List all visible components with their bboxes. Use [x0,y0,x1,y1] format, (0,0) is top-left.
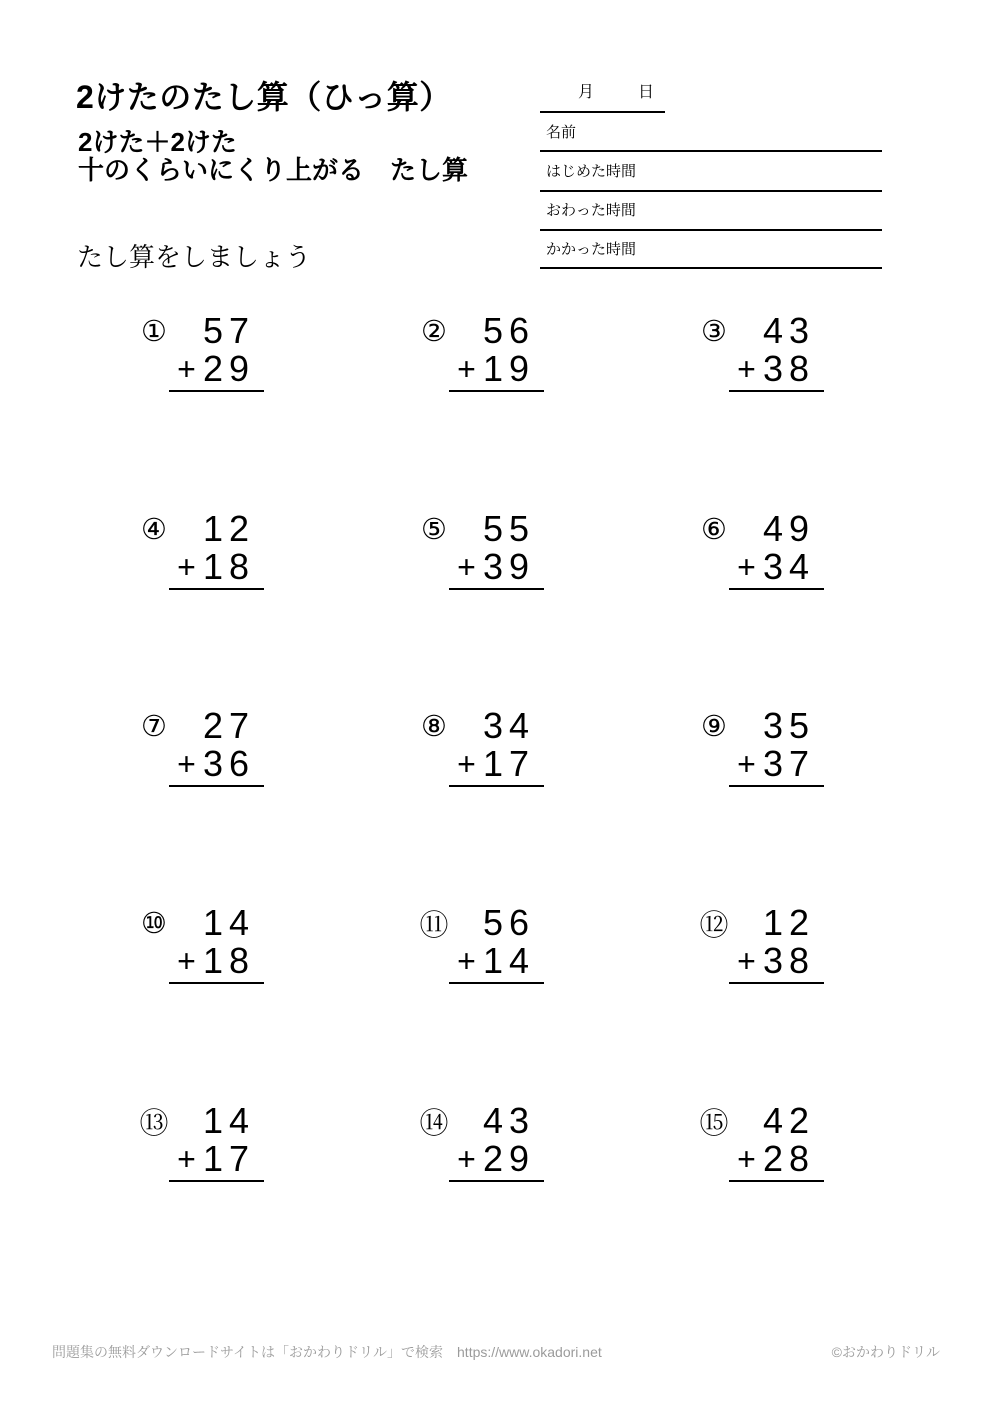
plus-operator: + [177,350,196,387]
page-subtitle-digits: 2けた＋2けた [78,127,237,157]
problem-number: ⑬ [139,1107,169,1140]
digit: 7 [228,1138,250,1179]
answer-line [449,785,544,787]
date-field-underline [540,111,665,113]
plus-operator: + [737,350,756,387]
digit: 3 [762,705,784,746]
problem-number: ⑫ [699,909,729,942]
digit: 5 [482,508,504,549]
digit: 3 [762,348,784,389]
answer-line [169,982,264,984]
plus-operator: + [457,1140,476,1177]
digit: 4 [788,546,810,587]
digit: 3 [762,546,784,587]
digit: 1 [202,508,224,549]
answer-line [169,390,264,392]
digit: 4 [482,1100,504,1141]
instruction-text: たし算をしましょう [77,242,312,272]
digit: 9 [508,1138,530,1179]
problem-number: ⑭ [419,1107,449,1140]
problem-8 [421,705,552,791]
digit: 2 [202,348,224,389]
plus-operator: + [457,942,476,979]
digit: 1 [202,1100,224,1141]
answer-line [169,588,264,590]
problem-14 [419,1100,552,1186]
problem-2 [421,310,552,396]
digit: 1 [202,902,224,943]
problem-number: ⑦ [141,710,167,743]
digit: 1 [482,743,504,784]
problem-5 [421,508,552,594]
digit: 1 [762,902,784,943]
problem-13 [139,1100,272,1186]
digit: 2 [788,902,810,943]
digit: 7 [228,310,250,351]
digit: 7 [788,743,810,784]
digit: 8 [228,940,250,981]
start-time-field-underline [540,190,882,192]
digit: 3 [762,743,784,784]
digit: 5 [202,310,224,351]
problem-number: ⑪ [419,909,449,942]
footer-site-info: 問題集の無料ダウンロードサイトは「おかわりドリル」で検索 https://www.okadori.net [52,1344,602,1360]
plus-operator: + [737,745,756,782]
digit: 8 [788,940,810,981]
digit: 1 [202,940,224,981]
problem-number: ⑨ [701,710,727,743]
digit: 8 [788,348,810,389]
problem-9 [701,705,832,791]
problem-number: ③ [701,315,727,348]
digit: 8 [228,546,250,587]
answer-line [449,390,544,392]
digit: 1 [482,940,504,981]
problem-number: ⑩ [141,907,167,940]
problem-10 [141,902,272,988]
digit: 4 [762,310,784,351]
answer-line [729,390,824,392]
digit: 6 [508,310,530,351]
plus-operator: + [177,745,196,782]
digit: 2 [228,508,250,549]
problem-3 [701,310,832,396]
answer-line [449,982,544,984]
problem-number: ① [141,315,167,348]
problem-number: ⑮ [699,1107,729,1140]
plus-operator: + [457,350,476,387]
plus-operator: + [177,1140,196,1177]
problem-6 [701,508,832,594]
page-subtitle-carry: 十のくらいにくり上がる たし算 [78,155,469,185]
digit: 2 [482,1138,504,1179]
problem-1 [141,310,272,396]
start-time-label: はじめた時間 [546,163,637,180]
name-field-underline [540,150,882,152]
digit: 3 [788,310,810,351]
digit: 8 [788,1138,810,1179]
digit: 6 [508,902,530,943]
problem-number: ② [421,315,447,348]
answer-line [729,1180,824,1182]
answer-line [169,1180,264,1182]
digit: 4 [228,902,250,943]
answer-line [729,982,824,984]
plus-operator: + [457,548,476,585]
digit: 9 [228,348,250,389]
month-label: 月 [578,84,595,101]
problem-number: ⑧ [421,710,447,743]
digit: 2 [202,705,224,746]
day-label: 日 [638,84,655,101]
problem-number: ⑥ [701,513,727,546]
digit: 3 [482,546,504,587]
plus-operator: + [737,1140,756,1177]
answer-line [169,785,264,787]
problem-7 [141,705,272,791]
digit: 3 [202,743,224,784]
digit: 5 [482,310,504,351]
digit: 2 [762,1138,784,1179]
digit: 9 [508,348,530,389]
digit: 5 [788,705,810,746]
plus-operator: + [177,548,196,585]
problem-12 [699,902,832,988]
digit: 5 [508,508,530,549]
problem-11 [419,902,552,988]
digit: 6 [228,743,250,784]
digit: 2 [788,1100,810,1141]
digit: 4 [508,705,530,746]
plus-operator: + [457,745,476,782]
digit: 3 [482,705,504,746]
digit: 4 [762,1100,784,1141]
plus-operator: + [177,942,196,979]
plus-operator: + [737,548,756,585]
elapsed-time-label: かかった時間 [546,241,637,258]
digit: 7 [508,743,530,784]
digit: 3 [508,1100,530,1141]
digit: 4 [228,1100,250,1141]
page-title: 2けたのたし算（ひっ算） [76,79,452,115]
plus-operator: + [737,942,756,979]
answer-line [449,1180,544,1182]
answer-line [449,588,544,590]
end-time-field-underline [540,229,882,231]
digit: 1 [202,1138,224,1179]
digit: 4 [762,508,784,549]
end-time-label: おわった時間 [546,202,636,219]
problem-15 [699,1100,832,1186]
problem-number: ④ [141,513,167,546]
digit: 7 [228,705,250,746]
footer-copyright: ©おかわりドリル [831,1344,940,1360]
digit: 4 [508,940,530,981]
digit: 1 [482,348,504,389]
elapsed-time-field-underline [540,267,882,269]
digit: 1 [202,546,224,587]
digit: 9 [508,546,530,587]
digit: 3 [762,940,784,981]
answer-line [729,588,824,590]
digit: 9 [788,508,810,549]
name-label: 名前 [546,124,577,141]
problem-number: ⑤ [421,513,447,546]
answer-line [729,785,824,787]
digit: 5 [482,902,504,943]
problem-4 [141,508,272,594]
